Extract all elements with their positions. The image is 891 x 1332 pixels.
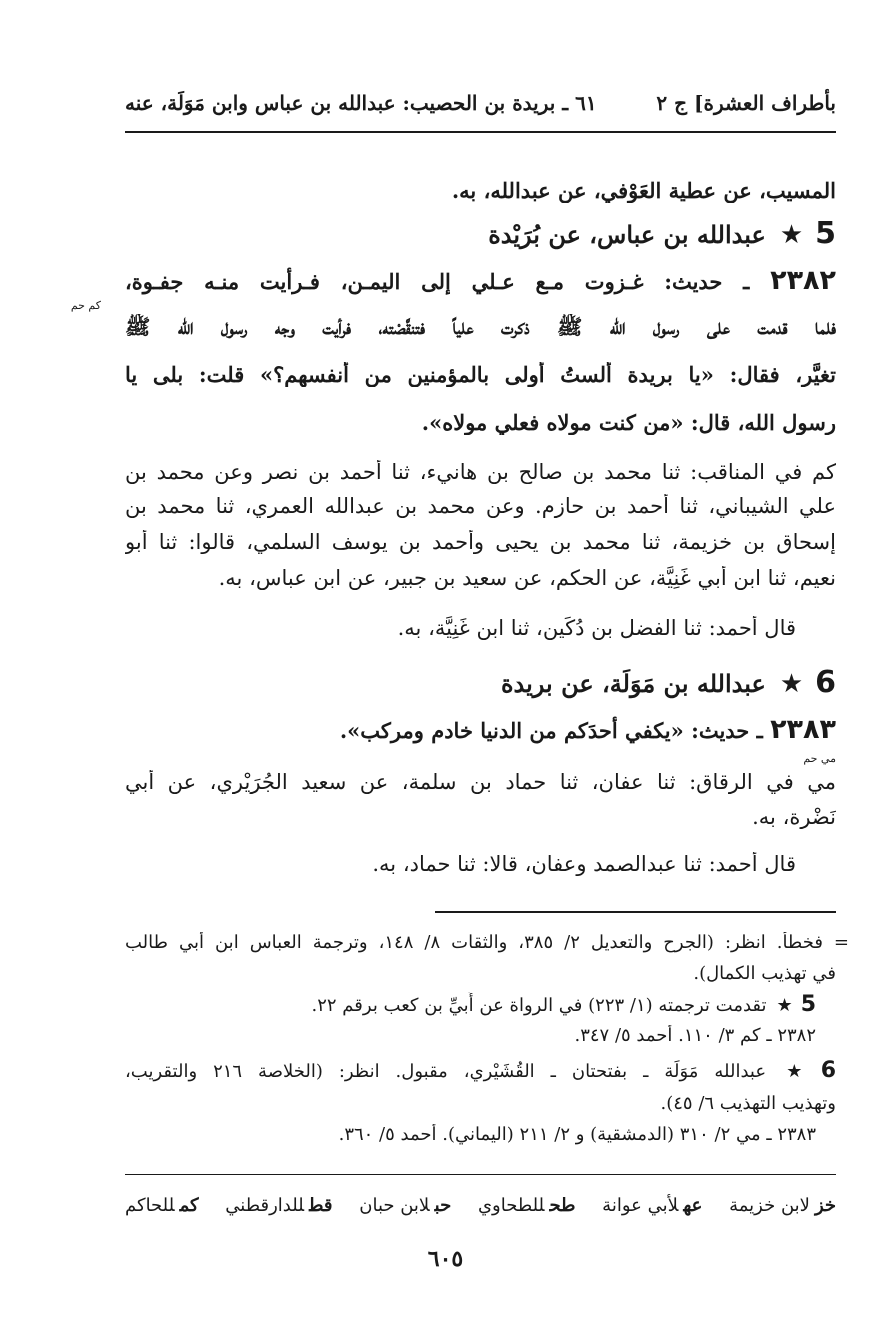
isnad-line: مي في الرقاق: ثنا عفان، ثنا حماد بن سلمة، عن سعيد الجُرَيْري، عن أبي [125,770,836,794]
source-marker: مي حم [803,752,836,765]
hadith-number: ٢٣٨٣ [770,714,836,745]
footnote-5 [125,992,816,1017]
ahmad-isnad: قال أحمد: ثنا عبدالصمد وعفان، قالا: ثنا حماد، به. [372,852,796,876]
page-number: ٦٠٥ [427,1246,464,1272]
abbreviation-item: قطللدارقطني [225,1194,333,1216]
hadith-text: ـ حديث: غـزوت مـع عـلي إلى اليمـن، فـرأيت منـه جفـوة، [125,269,750,294]
star-icon: ★ [776,1061,813,1082]
isnad-line: نَضْرة، به. [752,805,836,829]
isnad-line: نعيم، ثنا ابن أبي غَنِيَّة، عن الحكم، عن سعيد بن جبير، عن ابن عباس، به. [218,566,836,590]
isnad-line: علي الشيباني، ثنا أحمد بن حازم. وعن محمد بن عبدالله العمري، ثنا محمد بن [125,494,836,518]
abbreviation-item: خزلابن خزيمة [729,1194,836,1216]
header-volume: بأطراف العشرة] ج ٢ [656,91,836,115]
footnote-line: ٢٣٨٣ ـ مي ٢/ ٣١٠ (الدمشقية) و ٢/ ٢١١ (اليماني). أحمد ٥/ ٣٦٠. [338,1124,816,1145]
star-icon: ★ [779,669,804,699]
section-number: 5 [815,216,836,251]
hadith-text: ـ حديث: «يكفي أحدَكم من الدنيا خادم ومركب». [339,718,763,743]
footnote-text: عبدالله مَوَلَة ـ بفتحتان ـ القُشَيْري، مقبول. انظر: (الخلاصة ٢١٦ والتقريب، [125,1061,767,1082]
section-heading-6 [125,665,836,700]
abbreviation-divider [125,1174,836,1175]
running-header [125,84,836,122]
hadith-2382-line-4: رسول الله، قال: «من كنت مولاه فعلي مولاه». [421,410,836,435]
hadith-2382-line-1 [125,265,836,296]
source-marker: كم حم [70,299,101,312]
hadith-2382-line-3: تغيَّر، فقال: «يا بريدة ألستُ أولى بالمؤمنين من أنفسهم؟» قلت: بلى يا [125,362,836,387]
section-number: 6 [815,665,836,700]
abbreviation-item: عهلأبي عوانة [602,1194,703,1216]
abbreviation-item: كمللحاكم [125,1194,199,1216]
text-line: المسيب، عن عطية العَوْفي، عن عبدالله، به. [451,178,836,203]
hadith-2382-line-2: فلما قدمت على رسول الله ﷺ ذكرت علياً فتنقَّصْته، فرأيت وجه رسول الله ﷺ [125,314,836,339]
footnote-6 [125,1058,836,1083]
abbreviation-item: طحللطحاوي [477,1194,576,1216]
header-divider [125,131,836,133]
footnote-divider [435,911,836,913]
isnad-line: كم في المناقب: ثنا محمد بن صالح بن هانيء، ثنا أحمد بن نصر وعن محمد بن [125,460,836,484]
star-icon: ★ [776,995,793,1016]
section-heading-5 [125,216,836,251]
footnote-line: وتهذيب التهذيب ٦/ ٤٥). [660,1093,836,1114]
star-icon: ★ [779,220,804,250]
header-chapter-title: ٦١ ـ بريدة بن الحصيب: عبدالله بن عباس وابن مَوَلَة، عنه [125,91,597,115]
footnote-number: 6 [820,1058,836,1083]
hadith-2383-line-1 [125,714,836,745]
footnote-line: ٢٣٨٢ ـ كم ٣/ ١١٠. أحمد ٥/ ٣٤٧. [574,1025,816,1046]
ahmad-isnad: قال أحمد: ثنا الفضل بن دُكَين، ثنا ابن غَنِيَّة، به. [397,616,796,640]
abbreviation-key [125,1190,836,1220]
section-title: عبدالله بن عباس، عن بُرَيْدة [488,220,766,249]
section-title: عبدالله بن مَوَلَة، عن بريدة [500,669,766,698]
footnote-text: تقدمت ترجمته (١/ ٢٢٣) في الرواة عن أُبيِّ بن كعب برقم ٢٢. [311,995,767,1016]
abbreviation-item: حبلابن حبان [359,1194,452,1216]
footnote-line: = فخطأ. انظر: (الجرح والتعديل ٢/ ٣٨٥، والثقات ٨/ ١٤٨، وترجمة العباس ابن أبي طالب [125,932,849,953]
footnote-number: 5 [800,992,816,1017]
isnad-line: إسحاق بن خزيمة، ثنا محمد بن يحيى وأحمد بن يوسف السلمي، قالوا: ثنا أبو [125,530,836,554]
footnote-line: في تهذيب الكمال). [693,963,836,984]
hadith-number: ٢٣٨٢ [770,265,836,296]
